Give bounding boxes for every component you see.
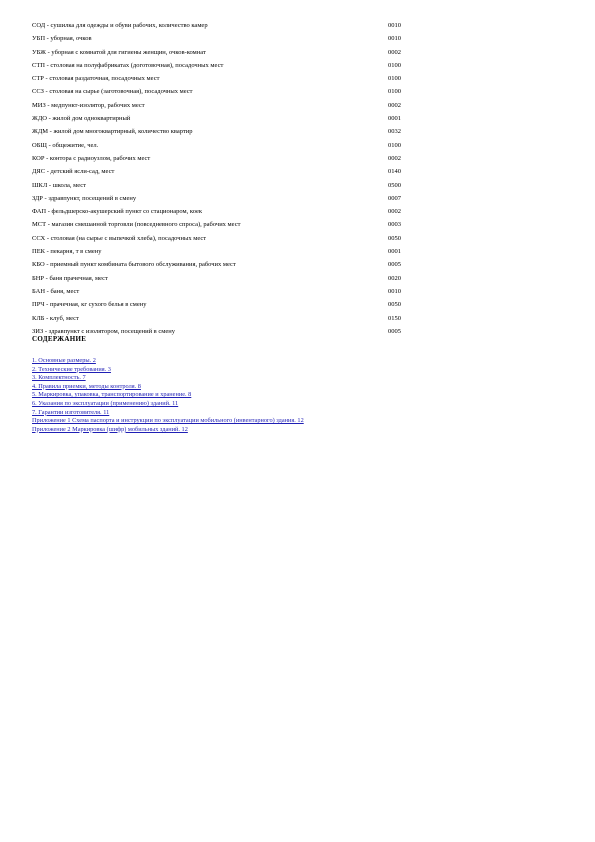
toc-item xyxy=(32,391,432,400)
code-value: 0150 xyxy=(388,314,401,322)
code-row xyxy=(32,192,412,205)
code-row xyxy=(32,59,412,72)
code-row xyxy=(32,258,412,271)
code-description: ФАП - фельдшерско-акушерский пункт со стационаром, коек xyxy=(32,208,203,216)
toc-item xyxy=(32,357,432,366)
code-row xyxy=(32,85,412,98)
code-value: 0100 xyxy=(388,141,401,149)
code-description: УБП - уборная, очков xyxy=(32,35,92,43)
code-row xyxy=(32,139,412,152)
code-value: 0020 xyxy=(388,274,401,282)
toc-link[interactable]: 1. Основные размеры. 2 xyxy=(32,357,96,364)
code-value: 0100 xyxy=(388,75,401,83)
toc-item xyxy=(32,426,432,435)
toc-item xyxy=(32,400,432,409)
toc-link[interactable]: 3. Комплектность. 7 xyxy=(32,374,86,382)
code-row xyxy=(32,46,412,59)
toc-item xyxy=(32,374,432,383)
code-value: 0010 xyxy=(388,287,401,295)
code-row xyxy=(32,298,412,311)
code-description: МСТ - магазин смешанной торговли (повседневного спроса), рабочих мест xyxy=(32,221,241,229)
code-description: ССХ - столовая (на сырье с выпечкой хлеба), посадочных мест xyxy=(32,234,207,242)
toc-link[interactable]: 7. Гарантии изготовителя. 11 xyxy=(32,408,110,416)
code-row xyxy=(32,179,412,192)
code-row xyxy=(32,205,412,218)
code-value: 0050 xyxy=(388,234,401,242)
code-description: ОБЩ - общежитие, чел. xyxy=(32,141,99,149)
code-row xyxy=(32,165,412,178)
toc-heading: СОДЕРЖАНИЕ xyxy=(32,335,87,343)
table-of-contents xyxy=(32,357,432,434)
code-description: ЗДР - здравпункт, посещений в смену xyxy=(32,194,137,202)
code-description: СОД - сушилка для одежды и обуви рабочих, количество камер xyxy=(32,22,208,29)
code-description: УБЖ - уборная с комнатой для гигиены женщин, очков-комнат xyxy=(32,48,206,56)
code-value: 0001 xyxy=(388,115,401,123)
code-description: ССЗ - столовая на сырье (заготовочная), посадочных мест xyxy=(32,88,193,96)
code-description: КОР - контора с радиоузлом, рабочих мест xyxy=(32,154,151,162)
code-value: 0001 xyxy=(388,248,401,256)
toc-item xyxy=(32,383,432,392)
code-row xyxy=(32,19,412,32)
toc-link[interactable]: 2. Технические требования. 3 xyxy=(32,365,111,373)
code-row xyxy=(32,72,412,85)
toc-link[interactable]: 5. Маркировка, упаковка, транспортирование и хранение. 8 xyxy=(32,391,192,399)
code-value: 0100 xyxy=(388,61,401,69)
toc-item xyxy=(32,417,432,426)
code-row xyxy=(32,99,412,112)
toc-item xyxy=(32,409,432,418)
code-description: БАН - баня, мест xyxy=(32,287,80,295)
code-value: 0002 xyxy=(388,208,401,216)
code-row xyxy=(32,32,412,45)
code-value: 0005 xyxy=(388,261,401,269)
code-row xyxy=(32,232,412,245)
code-value: 0005 xyxy=(388,327,401,335)
code-description: ДЯС - детский ясли-сад, мест xyxy=(32,168,115,176)
code-value: 0007 xyxy=(388,194,401,202)
code-description: СТП - столовая на полуфабрикатах (доготовочная), посадочных мест xyxy=(32,61,224,69)
code-value: 0010 xyxy=(388,35,401,43)
code-value: 0500 xyxy=(388,181,401,189)
code-value: 0140 xyxy=(388,168,401,176)
code-description: БНР - баня прачечная, мест xyxy=(32,274,108,282)
code-row xyxy=(32,125,412,138)
toc-link[interactable]: 6. Указания по эксплуатации (применению) зданий. 11 xyxy=(32,399,179,407)
code-description: ЖДМ - жилой дом многоквартирный, количество квартир xyxy=(32,128,193,136)
code-row xyxy=(32,245,412,258)
code-value: 0050 xyxy=(388,301,401,309)
code-description: КЛБ - клуб, мест xyxy=(32,314,79,322)
code-description: ПЕК - пекарня, т в смену xyxy=(32,248,102,256)
toc-link[interactable]: 4. Правила приемки, методы контроля. 8 xyxy=(32,382,141,390)
building-code-list xyxy=(32,19,412,338)
code-description: ЗИЗ - здравпункт с изолятором, посещений в смену xyxy=(32,327,175,335)
toc-link[interactable]: Приложение 1 Схема паспорта и инструкции по эксплуатации мобильного (инвентарного) здания. 12 xyxy=(32,417,304,425)
code-row xyxy=(32,312,412,325)
code-value: 0002 xyxy=(388,154,401,162)
code-value: 0002 xyxy=(388,101,401,109)
code-row xyxy=(32,112,412,125)
code-value: 0002 xyxy=(388,48,401,56)
toc-item xyxy=(32,366,432,375)
code-description: КБО - приемный пункт комбината бытового обслуживания, рабочих мест xyxy=(32,261,236,269)
code-value: 0003 xyxy=(388,221,401,229)
code-description: МИЗ - медпункт-изолятор, рабочих мест xyxy=(32,101,145,109)
code-row xyxy=(32,152,412,165)
code-description: ШКЛ - школа, мест xyxy=(32,181,86,189)
code-value: 0010 xyxy=(388,22,401,29)
code-value: 0100 xyxy=(388,88,401,96)
code-description: СТР - столовая раздаточная, посадочных мест xyxy=(32,75,160,83)
code-value: 0032 xyxy=(388,128,401,136)
code-row xyxy=(32,218,412,231)
code-description: ЖДО - жилой дом одноквартирный xyxy=(32,115,131,123)
code-row xyxy=(32,325,412,338)
code-row xyxy=(32,285,412,298)
code-description: ПРЧ - прачечная, кг сухого белья в смену xyxy=(32,301,147,309)
toc-link[interactable]: Приложение 2 Маркировка (шифр) мобильных зданий. 12 xyxy=(32,425,188,433)
code-row xyxy=(32,272,412,285)
